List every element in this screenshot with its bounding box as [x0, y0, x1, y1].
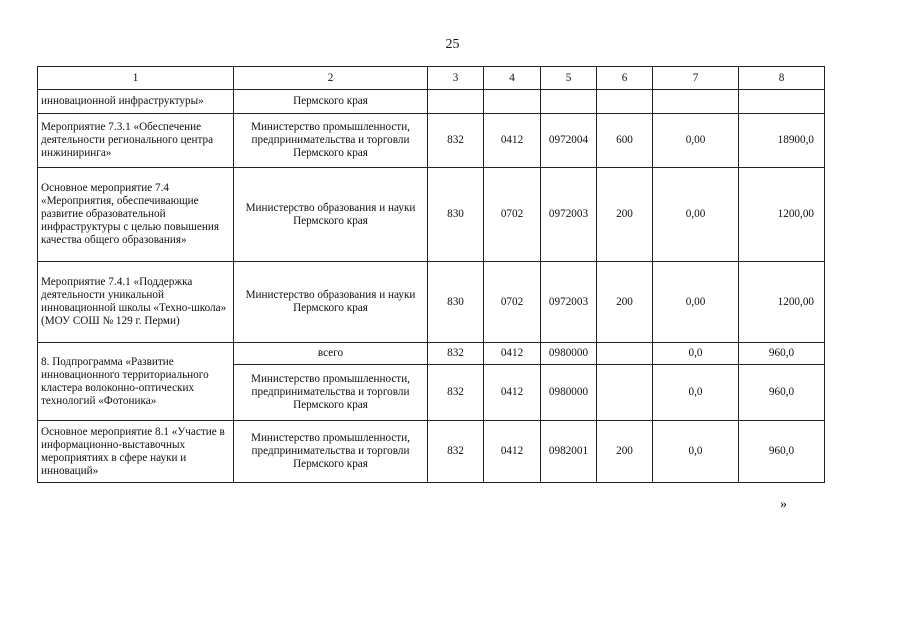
amount-col8-cell: 1200,00	[739, 168, 825, 262]
amount-col7-cell: 0,0	[653, 343, 739, 365]
empty-cell	[597, 90, 653, 114]
amount-col7-cell: 0,00	[653, 168, 739, 262]
program-name-cell: 8. Подпрограмма «Развитие инновационного территориального кластера волоконно-оптических технологий «Фотоника»	[38, 343, 234, 421]
amount-col7-cell: 0,0	[653, 421, 739, 483]
header-cell-3: 3	[428, 67, 484, 90]
target-article-cell: 0972004	[541, 114, 597, 168]
grbs-code-cell: 832	[428, 114, 484, 168]
program-name-cell: инновационной инфраструктуры»	[38, 90, 234, 114]
amount-col8-cell: 18900,0	[739, 114, 825, 168]
executor-cell: Министерство промышленности, предпринимательства и торговли Пермского края	[234, 365, 428, 421]
empty-cell	[541, 90, 597, 114]
header-cell-7: 7	[653, 67, 739, 90]
executor-cell: Министерство образования и науки Пермского края	[234, 262, 428, 343]
executor-cell: Министерство образования и науки Пермского края	[234, 168, 428, 262]
expense-type-cell: 200	[597, 168, 653, 262]
program-name-cell: Мероприятие 7.3.1 «Обеспечение деятельности регионального центра инжиниринга»	[38, 114, 234, 168]
empty-cell	[653, 90, 739, 114]
header-cell-8: 8	[739, 67, 825, 90]
header-row	[38, 67, 825, 90]
executor-cell: всего	[234, 343, 428, 365]
empty-cell	[739, 90, 825, 114]
target-article-cell: 0980000	[541, 365, 597, 421]
amount-col7-cell: 0,00	[653, 114, 739, 168]
expense-type-cell	[597, 343, 653, 365]
expense-type-cell: 200	[597, 262, 653, 343]
grbs-code-cell: 832	[428, 343, 484, 365]
amount-col7-cell: 0,00	[653, 262, 739, 343]
target-article-cell: 0972003	[541, 262, 597, 343]
target-article-cell: 0972003	[541, 168, 597, 262]
header-cell-1: 1	[38, 67, 234, 90]
amount-col8-cell: 960,0	[739, 365, 825, 421]
header-cell-5: 5	[541, 67, 597, 90]
executor-cell: Пермского края	[234, 90, 428, 114]
section-code-cell: 0702	[484, 168, 541, 262]
header-cell-2: 2	[234, 67, 428, 90]
expense-type-cell: 600	[597, 114, 653, 168]
section-code-cell: 0412	[484, 365, 541, 421]
closing-quote: »	[780, 497, 787, 512]
page-number: 25	[445, 37, 460, 52]
table-row	[38, 168, 825, 262]
table-row	[38, 421, 825, 483]
executor-cell: Министерство промышленности, предпринимательства и торговли Пермского края	[234, 421, 428, 483]
grbs-code-cell: 830	[428, 168, 484, 262]
target-article-cell: 0982001	[541, 421, 597, 483]
program-name-cell: Основное мероприятие 7.4 «Мероприятия, обеспечивающие развитие образовательной инфраструктуры с целью повышения качества общего образования»	[38, 168, 234, 262]
program-name-cell: Основное мероприятие 8.1 «Участие в информационно-выставочных мероприятиях в сфере науки и инноваций»	[38, 421, 234, 483]
section-code-cell: 0412	[484, 114, 541, 168]
grbs-code-cell: 832	[428, 421, 484, 483]
amount-col8-cell: 1200,00	[739, 262, 825, 343]
table-row	[38, 114, 825, 168]
grbs-code-cell: 830	[428, 262, 484, 343]
empty-cell	[484, 90, 541, 114]
section-code-cell: 0412	[484, 343, 541, 365]
header-cell-6: 6	[597, 67, 653, 90]
target-article-cell: 0980000	[541, 343, 597, 365]
amount-col8-cell: 960,0	[739, 421, 825, 483]
grbs-code-cell: 832	[428, 365, 484, 421]
table-row	[38, 90, 825, 114]
table-row	[38, 262, 825, 343]
section-code-cell: 0702	[484, 262, 541, 343]
program-name-cell: Мероприятие 7.4.1 «Поддержка деятельности уникальной инновационной школы «Техно-школа» (МОУ СОШ № 129 г. Перми)	[38, 262, 234, 343]
amount-col8-cell: 960,0	[739, 343, 825, 365]
expense-type-cell	[597, 365, 653, 421]
section-code-cell: 0412	[484, 421, 541, 483]
budget-table	[37, 66, 825, 483]
table-row	[38, 343, 825, 365]
expense-type-cell: 200	[597, 421, 653, 483]
executor-cell: Министерство промышленности, предпринимательства и торговли Пермского края	[234, 114, 428, 168]
empty-cell	[428, 90, 484, 114]
amount-col7-cell: 0,0	[653, 365, 739, 421]
header-cell-4: 4	[484, 67, 541, 90]
